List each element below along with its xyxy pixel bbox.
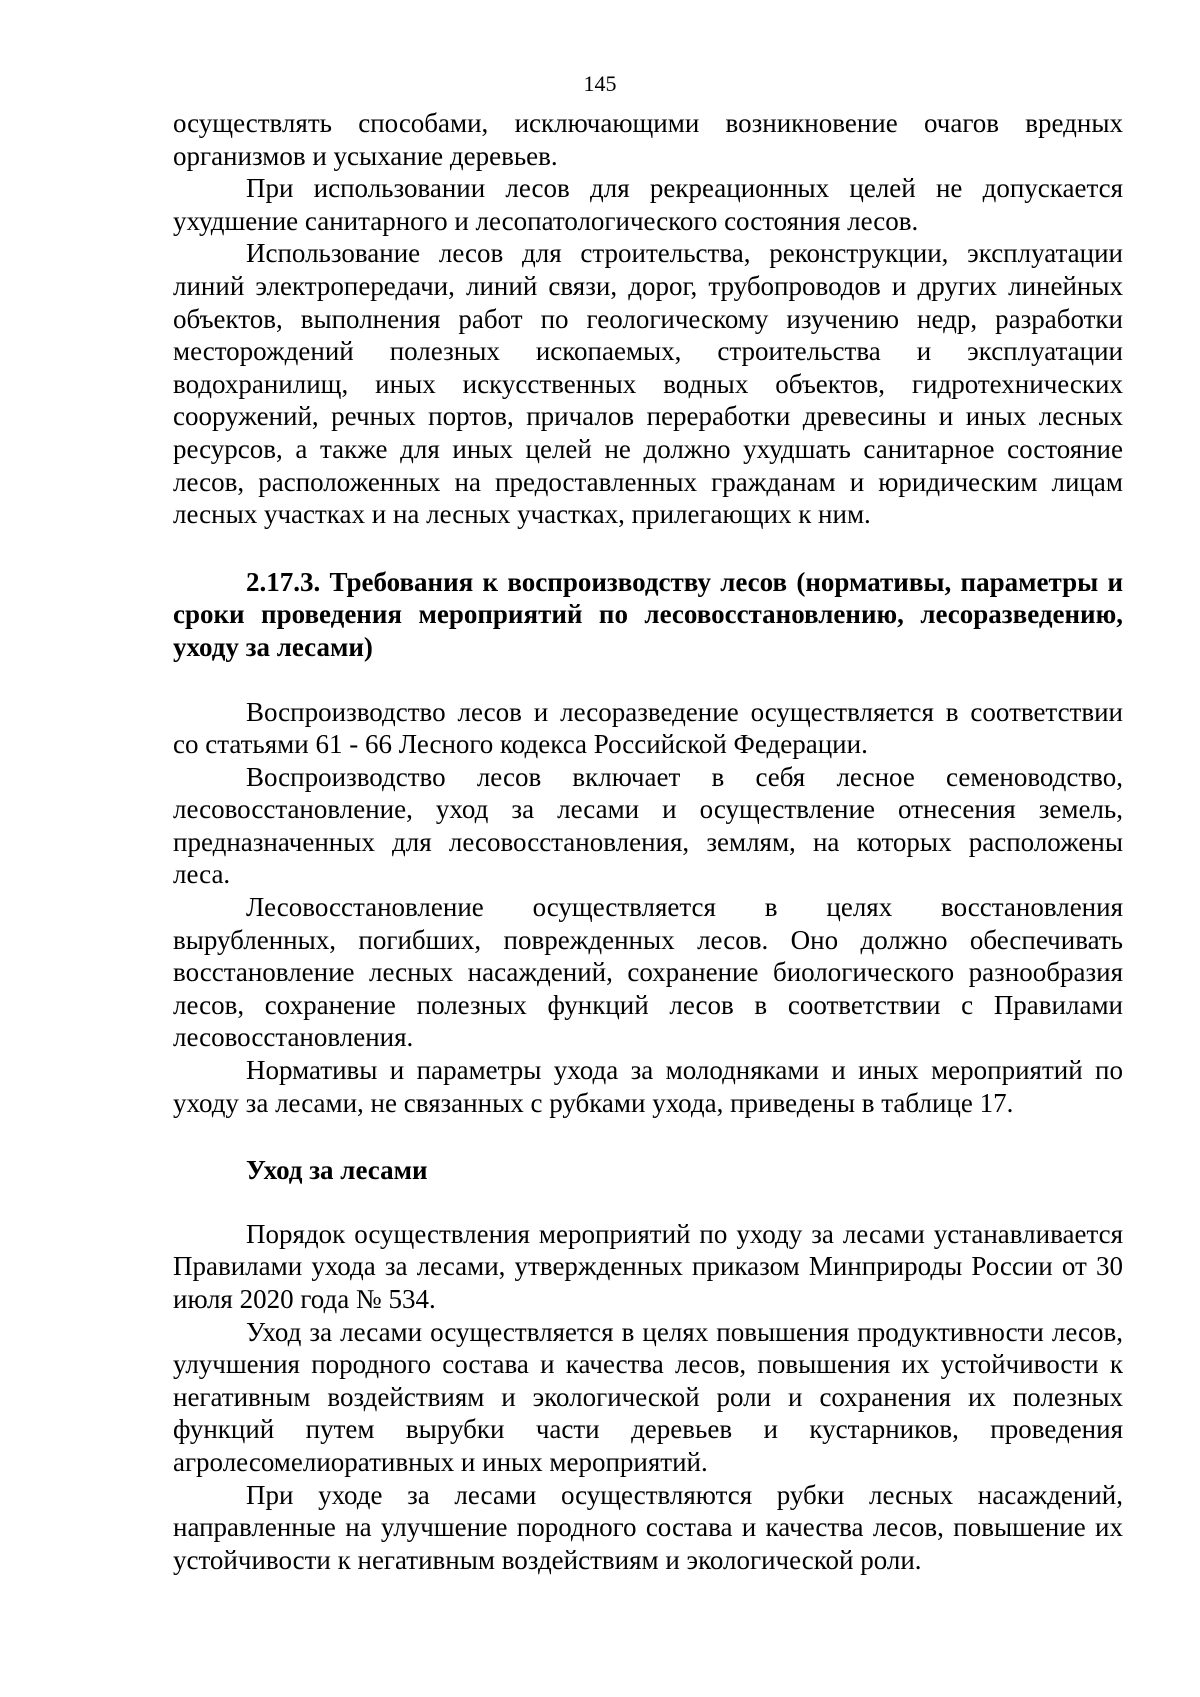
paragraph-construction-use: Использование лесов для строительства, реконструкции, эксплуатации линий электропередачи, линий связи, дорог, трубопроводов и других линейных объектов, выполнения работ по геологическому изучению недр, разработки месторождений полезных ископаемых, строительства и эксплуатации водохранилищ, иных искусственных водных объектов, гидротехнических сооружений, речных портов, причалов переработки древесины и иных лесных ресурсов, а также для иных целей не должно ухудшать санитарное состояние лесов, расположенных на предоставленных гражданам и юридическим лицам лесных участках и на лесных участках, прилегающих к ним. [173, 238, 1123, 530]
paragraph-reproduction-law: Воспроизводство лесов и лесоразведение осуществляется в соответствии со статьями 61 - 66 Лесного кодекса Российской Федерации. [173, 696, 1123, 760]
subheading-forest-care: Уход за лесами [246, 1155, 428, 1186]
page-number: 145 [583, 71, 617, 96]
paragraph-care-purpose: Уход за лесами осуществляется в целях повышения продуктивности лесов, улучшения породного состава и качества лесов, повышения их устойчивости к негативным воздействиям и экологической роли и сохранения их полезных функций путем вырубки части деревьев и кустарников, проведения агролесомелиоративных и иных мероприятий. [173, 1316, 1123, 1477]
section-heading: 2.17.3. Требования к воспроизводству лесов (нормативы, параметры и сроки проведения мероприятий по лесовосстановлению, лесоразведению, уходу за лесами) [173, 566, 1123, 662]
paragraph-norms-table: Нормативы и параметры ухода за молодняками и иных мероприятий по уходу за лесами, не связанных с рубками ухода, приведены в таблице 17. [173, 1055, 1123, 1118]
paragraph-care-cuttings: При уходе за лесами осуществляются рубки лесных насаждений, направленные на улучшение породного состава и качества лесов, повышение их устойчивости к негативным воздействиям и экологической роли. [173, 1479, 1123, 1575]
paragraph-care-procedure: Порядок осуществления мероприятий по уходу за лесами устанавливается Правилами ухода за лесами, утвержденных приказом Минприроды России от 30 июля 2020 года № 534. [173, 1218, 1123, 1314]
paragraph-continuation: осуществлять способами, исключающими возникновение очагов вредных организмов и усыхание деревьев. [173, 108, 1123, 171]
paragraph-reproduction-includes: Воспроизводство лесов включает в себя лесное семеноводство, лесовосстановление, уход за лесами и осуществление отнесения земель, предназначенных для лесовосстановления, землям, на которых расположены леса. [173, 761, 1123, 890]
paragraph-recreation: При использовании лесов для рекреационных целей не допускается ухудшение санитарного и лесопатологического состояния лесов. [173, 173, 1123, 236]
document-body [173, 107, 1123, 1576]
paragraph-reforestation: Лесовосстановление осуществляется в целях восстановления вырубленных, погибших, поврежденных лесов. Оно должно обеспечивать восстановление лесных насаждений, сохранение биологического разнообразия лесов, сохранение полезных функций лесов в соответствии с Правилами лесовосстановления. [173, 892, 1123, 1053]
